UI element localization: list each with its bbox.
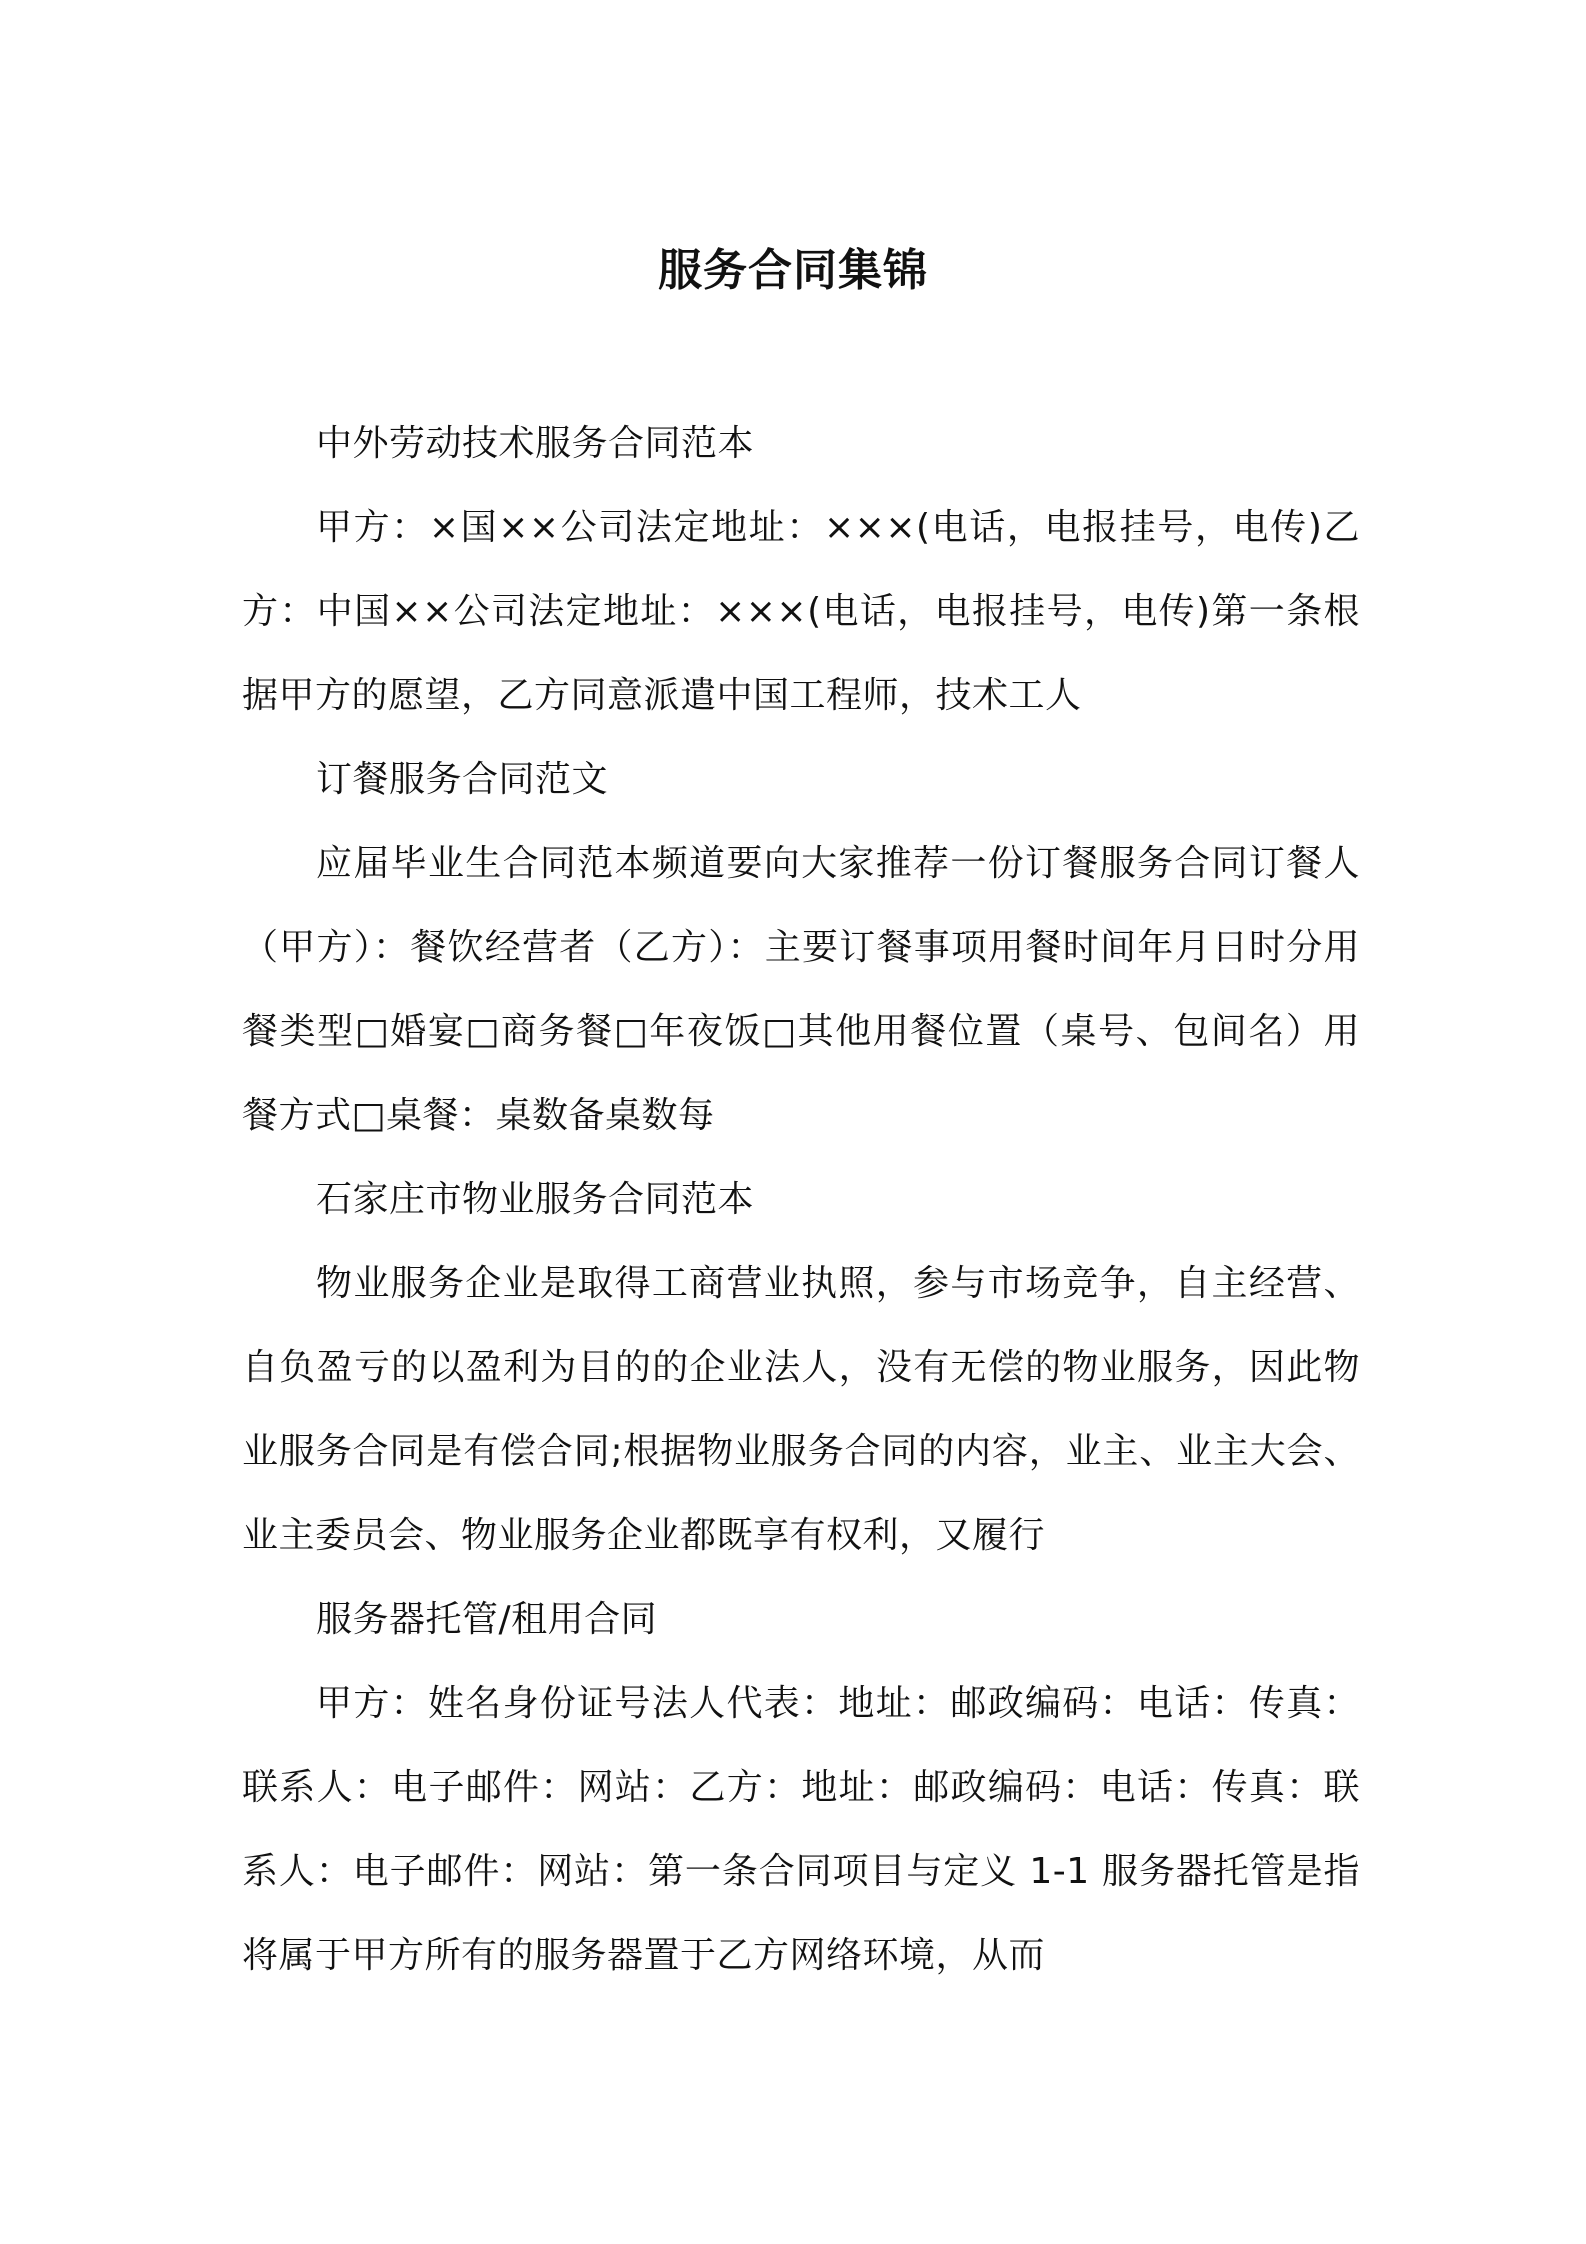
section-heading: 服务器托管/租用合同 — [316, 1599, 658, 1640]
document-body — [242, 402, 1360, 1998]
section-paragraph: 甲方：×国××公司法定地址：×××(电话，电报挂号，电传)乙方：中国××公司法定地址：×××(电话，电报挂号，电传)第一条根据甲方的愿望，乙方同意派遣中国工程师，技术工人 — [242, 507, 1360, 716]
section-paragraph: 应届毕业生合同范本频道要向大家推荐一份订餐服务合同订餐人（甲方）：餐饮经营者（乙方）：主要订餐事项用餐时间年月日时分用餐类型□婚宴□商务餐□年夜饭□其他用餐位置（桌号、包间名）用餐方式□桌餐：桌数备桌数每 — [242, 843, 1360, 1136]
section-heading: 石家庄市物业服务合同范本 — [316, 1179, 755, 1220]
section-paragraph: 物业服务企业是取得工商营业执照，参与市场竞争，自主经营、自负盈亏的以盈利为目的的企业法人，没有无偿的物业服务，因此物业服务合同是有偿合同;根据物业服务合同的内容，业主、业主大会、业主委员会、物业服务企业都既享有权利，又履行 — [242, 1263, 1360, 1556]
document-title: 服务合同集锦 — [658, 245, 928, 297]
section-heading: 中外劳动技术服务合同范本 — [316, 423, 755, 464]
section-heading: 订餐服务合同范文 — [316, 759, 609, 800]
section-paragraph: 甲方：姓名身份证号法人代表：地址：邮政编码：电话：传真：联系人：电子邮件：网站：乙方：地址：邮政编码：电话：传真：联系人：电子邮件：网站：第一条合同项目与定义 1-1 服务器托管是指将属于甲方所有的服务器置于乙方网络环境，从而 — [242, 1683, 1360, 1976]
